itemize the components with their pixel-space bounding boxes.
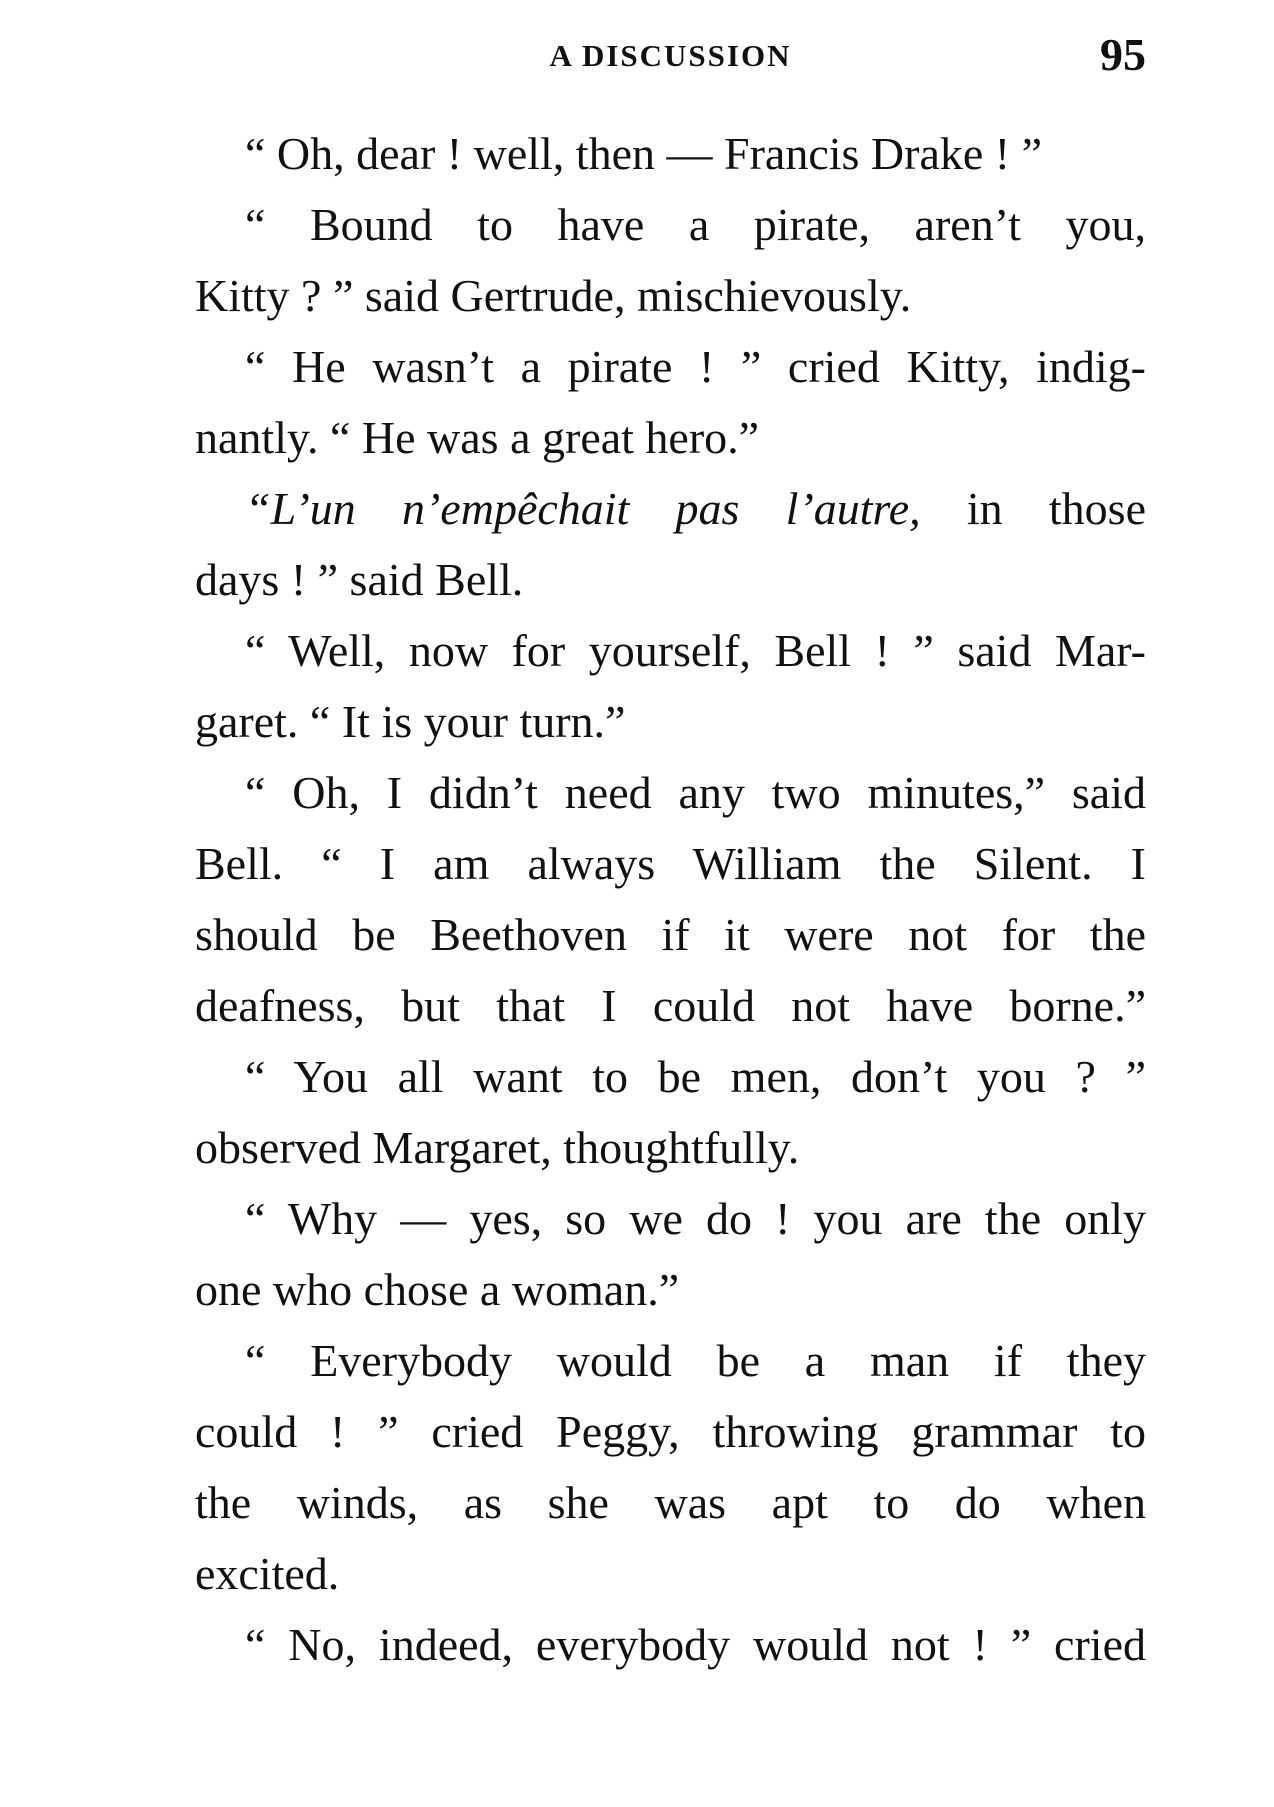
line-text: excited. [195,1548,340,1599]
line-text: “ Everybody would be a man if they [245,1335,1146,1386]
text-line [195,118,1146,189]
text-line [195,1112,1146,1183]
text-line [195,686,1146,757]
text-line [195,1609,1146,1680]
line-text: deafness, but that I could not have borne.” [195,980,1146,1031]
line-text: “ Bound to have a pirate, aren’t you, [245,199,1146,250]
line-text: days ! ” said Bell. [195,554,524,605]
body-text [195,118,1146,1680]
text-line [195,899,1146,970]
line-text: observed Margaret, thoughtfully. [195,1122,800,1173]
line-text: “ You all want to be men, don’t you ? ” [245,1051,1146,1102]
line-text: garet. “ It is your turn.” [195,696,626,747]
line-text: one who chose a woman.” [195,1264,680,1315]
line-text: “ Why — yes, so we do ! you are the only [245,1193,1146,1244]
text-line [195,1183,1146,1254]
line-text: nantly. “ He was a great hero.” [195,412,760,463]
text-line [195,1538,1146,1609]
line-text: should be Beethoven if it were not for the [195,909,1146,960]
running-title: A DISCUSSION [549,38,792,73]
page-number: 95 [1100,29,1146,80]
line-text: in those [920,483,1146,534]
text-line [195,828,1146,899]
text-line [195,1325,1146,1396]
line-text: “ He wasn’t a pirate ! ” cried Kitty, indig- [245,341,1146,392]
text-line [195,189,1146,260]
line-text: “ Well, now for yourself, Bell ! ” said Mar- [245,625,1146,676]
text-line [195,402,1146,473]
line-text: “ No, indeed, everybody would not ! ” cried [245,1619,1146,1670]
text-line [195,615,1146,686]
line-text: could ! ” cried Peggy, throwing grammar to [195,1406,1146,1457]
line-text: Kitty ? ” said Gertrude, mischievously. [195,270,912,321]
text-line [195,757,1146,828]
line-text: “ Oh, dear ! well, then — Francis Drake ! ” [245,128,1043,179]
text-line [195,260,1146,331]
line-text: “ Oh, I didn’t need any two minutes,” said [245,767,1146,818]
text-line [195,1467,1146,1538]
text-line [195,473,1146,544]
text-line [195,1254,1146,1325]
running-head [195,28,1146,88]
line-text: the winds, as she was apt to do when [195,1477,1146,1528]
text-line [195,1396,1146,1467]
text-line [195,331,1146,402]
text-line [195,1041,1146,1112]
text-line [195,544,1146,615]
italic-phrase: “L’un n’empêchait pas l’autre, [245,483,921,534]
text-line [195,970,1146,1041]
line-text: Bell. “ I am always William the Silent. I [195,838,1146,889]
